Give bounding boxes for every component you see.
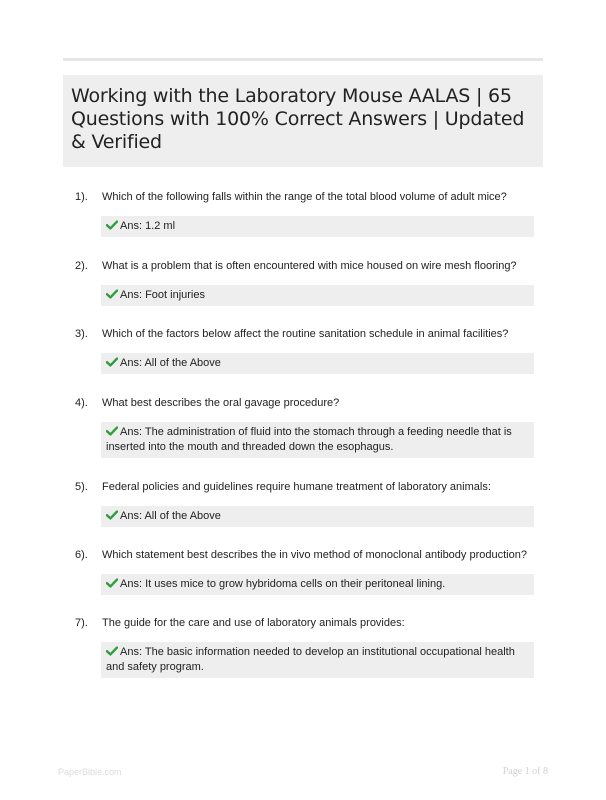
check-icon (106, 510, 118, 520)
check-icon (106, 357, 118, 367)
question-item-4 (75, 396, 545, 458)
question-number: 6). (75, 549, 88, 561)
answer-text: Ans: Foot injuries (120, 289, 205, 301)
answer-text: Ans: All of the Above (120, 510, 221, 522)
question-item-6 (75, 548, 545, 595)
answer-box (101, 574, 534, 595)
question-number: 7). (75, 617, 88, 629)
question-text: Which statement best describes the in vivo method of monoclonal antibody production? (102, 549, 527, 561)
check-icon (106, 578, 118, 588)
question-item-7 (75, 616, 545, 678)
page-number: Page 1 of 8 (502, 766, 548, 777)
question-text: The guide for the care and use of laboratory animals provides: (102, 617, 405, 629)
answer-text: Ans: The basic information needed to develop an institutional occupational health and safety program. (106, 646, 515, 673)
check-icon (106, 289, 118, 299)
question-number: 1). (75, 191, 88, 203)
answer-box (101, 285, 534, 306)
question-number: 5). (75, 481, 88, 493)
check-icon (106, 220, 118, 230)
answer-text: Ans: It uses mice to grow hybridoma cells on their peritoneal lining. (120, 578, 446, 590)
answer-box (101, 216, 534, 237)
question-item-5 (75, 480, 545, 527)
question-text: Which of the following falls within the range of the total blood volume of adult mice? (102, 191, 507, 203)
question-number: 2). (75, 260, 88, 272)
question-number: 3). (75, 328, 88, 340)
document-title: Working with the Laboratory Mouse AALAS | 65 Questions with 100% Correct Answers | Updated & Verified (71, 85, 525, 153)
answer-text: Ans: All of the Above (120, 357, 221, 369)
question-text: Federal policies and guidelines require humane treatment of laboratory animals: (102, 481, 491, 493)
question-text: What best describes the oral gavage procedure? (102, 397, 340, 409)
answer-text: Ans: The administration of fluid into the stomach through a feeding needle that is inserted into the mouth and threaded down the esophagus. (106, 426, 512, 453)
question-text: What is a problem that is often encountered with mice housed on wire mesh flooring? (102, 260, 517, 272)
answer-box (101, 353, 534, 374)
title-banner (63, 75, 543, 167)
question-item-3 (75, 327, 545, 374)
answer-box (101, 642, 534, 678)
top-divider (63, 58, 543, 61)
check-icon (106, 646, 118, 656)
answer-box (101, 506, 534, 527)
question-text: Which of the factors below affect the routine sanitation schedule in animal facilities? (102, 328, 509, 340)
answer-text: Ans: 1.2 ml (120, 220, 176, 232)
check-icon (106, 426, 118, 436)
question-item-1 (75, 190, 545, 237)
answer-box (101, 422, 534, 458)
question-number: 4). (75, 397, 88, 409)
footer-watermark: PaperBible.com (58, 767, 122, 777)
question-item-2 (75, 259, 545, 306)
